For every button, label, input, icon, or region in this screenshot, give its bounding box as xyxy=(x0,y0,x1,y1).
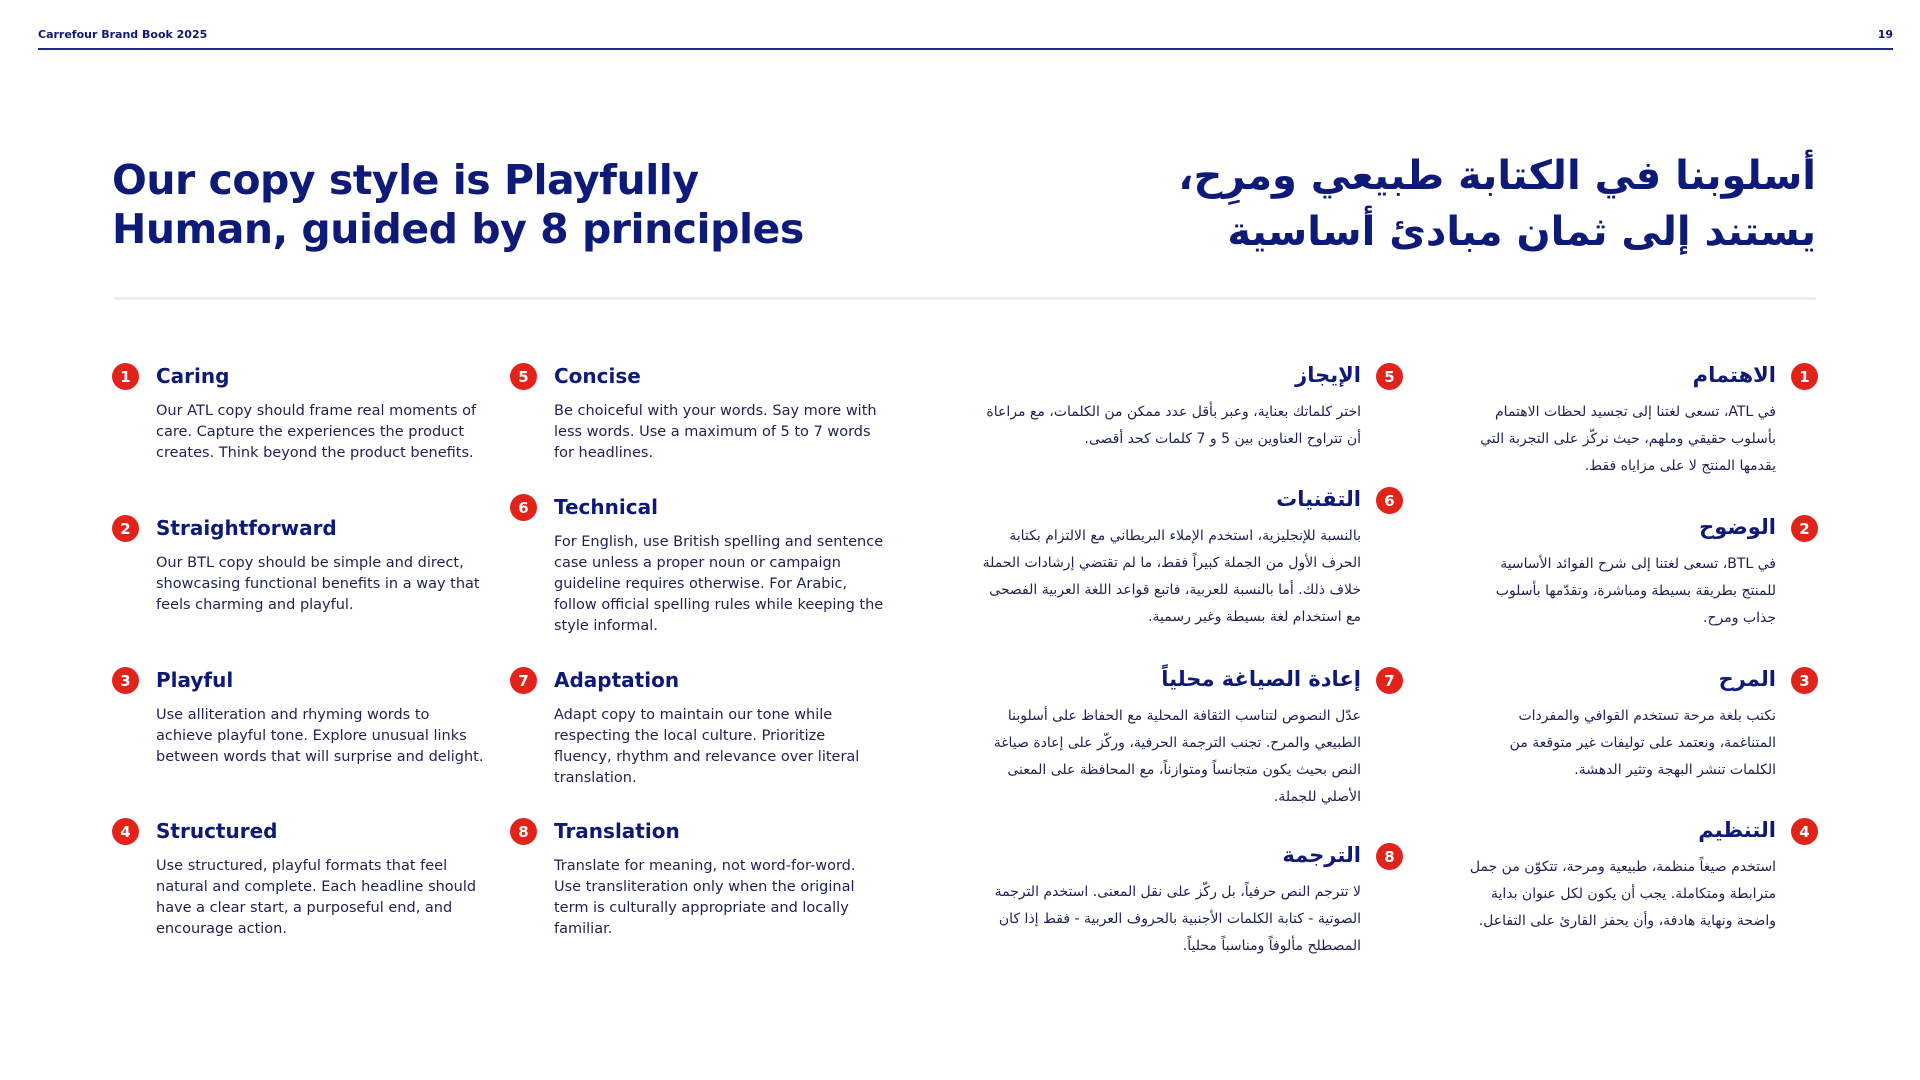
principle-description: بالنسبة للإنجليزية، استخدم الإملاء البريطاني مع الالتزام بكتابة الحرف الأول من الجملة كبيراً فقط، ما لم تقتضي إرشادات الحملة خلاف ذلك. أما بالنسبة للعربية، فاتبع قواعد اللغة العربية الفصحى مع استخدام لغة بسيطة وغير رسمية. xyxy=(982,528,1361,625)
principle-description: Use alliteration and rhyming words to achieve playful tone. Explore unusual links between words that will surprise and delight. xyxy=(156,707,484,765)
principle-title: Adaptation xyxy=(554,668,680,692)
principle-title: Straightforward xyxy=(156,516,337,540)
principle-description: اختر كلماتك بعناية، وعبر بأقل عدد ممكن من الكلمات، مع مراعاة أن تتراوح العناوين بين 5 و 7 كلمات كحد أقصى. xyxy=(986,404,1361,447)
principle-number-badge: 7 xyxy=(510,667,537,694)
principle-title: التقنيات xyxy=(1276,487,1361,511)
principle-number-badge: 6 xyxy=(510,494,537,521)
principle-title: Caring xyxy=(156,364,230,388)
section-divider xyxy=(114,297,1816,300)
principle-number-badge: 2 xyxy=(1791,515,1818,542)
principle-title: الترجمة xyxy=(1282,843,1361,867)
principle-title: التنظيم xyxy=(1698,818,1776,842)
principle-title: الوضوح xyxy=(1699,515,1776,539)
principle-description: في ATL، تسعى لغتنا إلى تجسيد لحظات الاهتمام بأسلوب حقيقي وملهم، حيث نركّز على التجربة التي يقدمها المنتج لا على مزاياه فقط. xyxy=(1480,404,1776,474)
principle-description: نكتب بلغة مرحة تستخدم القوافي والمفردات المتناغمة، ونعتمد على توليفات غير متوقعة من الكلمات تنشر البهجة وتثير الدهشة. xyxy=(1509,708,1776,778)
principle-number-badge: 2 xyxy=(112,515,139,542)
principle-number-badge: 5 xyxy=(1376,363,1403,390)
principle-description: استخدم صيغاً منظمة، طبيعية ومرحة، تتكوّن من جمل مترابطة ومتكاملة. يجب أن يكون لكل عنوان بداية واضحة ونهاية هادفة، وأن يحفز القارئ على التفاعل. xyxy=(1469,859,1776,929)
principle-number-badge: 6 xyxy=(1376,487,1403,514)
principle-number-badge: 1 xyxy=(1791,363,1818,390)
principle-description: Use structured, playful formats that feel natural and complete. Each headline should have a clear start, a purposeful end, and encourage action. xyxy=(156,858,477,937)
principle-number-badge: 3 xyxy=(112,667,139,694)
page-title-english: Our copy style is Playfully Human, guided by 8 principles xyxy=(112,156,804,253)
principle-number-badge: 7 xyxy=(1376,667,1403,694)
principle-number-badge: 8 xyxy=(510,818,537,845)
principle-title: Technical xyxy=(554,495,658,519)
top-header-bar xyxy=(38,28,1893,50)
principle-title: المرح xyxy=(1718,667,1776,691)
page-title-arabic: أسلوبنا في الكتابة طبيعي ومرِح، يستند إلى ثمان مبادئ أساسية xyxy=(1178,153,1816,255)
principle-title: Structured xyxy=(156,819,278,843)
principle-description: Our ATL copy should frame real moments of care. Capture the experiences the product creates. Think beyond the product benefits. xyxy=(156,403,477,461)
principle-number-badge: 3 xyxy=(1791,667,1818,694)
principle-number-badge: 8 xyxy=(1376,843,1403,870)
principle-number-badge: 1 xyxy=(112,363,139,390)
principle-title: Translation xyxy=(554,819,680,843)
principle-title: الاهتمام xyxy=(1692,363,1776,387)
page-number: 19 xyxy=(1877,28,1893,41)
principle-description: لا تترجم النص حرفياً، بل ركّز على نقل المعنى. استخدم الترجمة الصوتية - كتابة الكلمات الأجنبية بالحروف العربية - فقط إذا كان المصطلح مألوفاً ومناسباً محلياً. xyxy=(994,884,1361,954)
principle-description: عدّل النصوص لتناسب الثقافة المحلية مع الحفاظ على أسلوبنا الطبيعي والمرح. تجنب الترجمة الحرفية، وركّز على إعادة صياغة النص بحيث يكون متجانساً ومتوازناً، مع المحافظة على المعنى الأصلي للجملة. xyxy=(993,708,1361,805)
principle-description: Be choiceful with your words. Say more with less words. Use a maximum of 5 to 7 words for headlines. xyxy=(554,403,877,461)
principle-title: Concise xyxy=(554,364,641,388)
principle-number-badge: 4 xyxy=(1791,818,1818,845)
principle-description: Our BTL copy should be simple and direct, showcasing functional benefits in a way that feels charming and playful. xyxy=(156,555,480,613)
principle-number-badge: 4 xyxy=(112,818,139,845)
principle-description: في BTL، تسعى لغتنا إلى شرح الفوائد الأساسية للمنتج بطريقة بسيطة ومباشرة، وتقدّمها بأسلوب جذاب ومرح. xyxy=(1495,556,1776,626)
principle-description: Translate for meaning, not word-for-word. Use transliteration only when the original term is culturally appropriate and locally familiar. xyxy=(554,858,856,937)
principle-title: Playful xyxy=(156,668,234,692)
principle-description: Adapt copy to maintain our tone while respecting the local culture. Prioritize fluency, rhythm and relevance over literal translation. xyxy=(554,707,860,786)
principle-title: الإيجاز xyxy=(1295,363,1361,387)
principle-description: For English, use British spelling and sentence case unless a proper noun or campaign guideline requires otherwise. For Arabic, follow official spelling rules while keeping the style informal. xyxy=(554,534,884,634)
principle-title: إعادة الصياغة محلياً xyxy=(1161,667,1361,691)
principle-number-badge: 5 xyxy=(510,363,537,390)
brand-book-label: Carrefour Brand Book 2025 xyxy=(38,28,208,41)
